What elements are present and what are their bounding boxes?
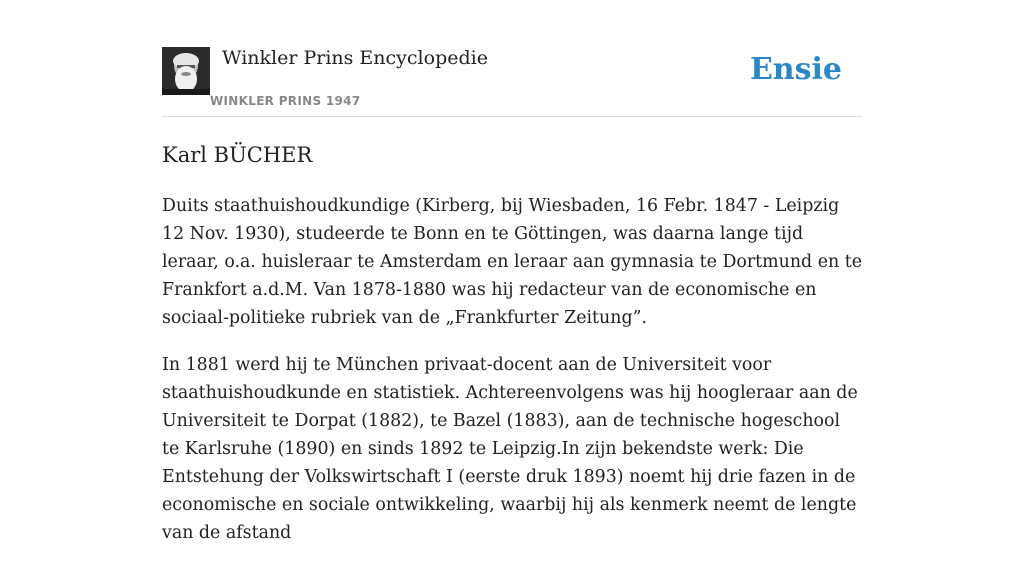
ensie-logo[interactable]: Ensie xyxy=(749,52,842,87)
source-title[interactable]: Winkler Prins Encyclopedie xyxy=(222,47,488,69)
source-header xyxy=(162,46,862,117)
article-paragraph: Duits staathuishoudkundige (Kirberg, bij Wiesbaden, 16 Febr. 1847 - Leipzig 12 Nov. 1930), studeerde te Bonn en te Göttingen, was daarna lange tijd leraar, o.a. huisleraar te Amsterdam en leraar aan gymnasia te Dortmund en te Frankfort a.d.M. Van 1878-1880 was hij redacteur van de economische en sociaal-politieke rubriek van de „Frankfurter Zeitung”. xyxy=(162,196,863,328)
article-paragraph: In 1881 werd hij te München privaat-docent aan de Universiteit voor staathuishoudkunde en statistiek. Achtereenvolgens was hij hoogleraar aan de Universiteit te Dorpat (1882), te Bazel (1883), aan de technische hogeschool te Karlsruhe (1890) en sinds 1892 te Leipzig.In zijn bekendste werk: Die Entstehung der Volkswirtschaft I (eerste druk 1893) noemt hij drie fazen in de economische en sociale ontwikkeling, waarbij hij als kenmerk neemt de lengte van de afstand xyxy=(162,355,858,543)
article-body xyxy=(162,192,862,566)
avatar[interactable] xyxy=(162,47,210,95)
portrait-image xyxy=(162,47,210,95)
source-subtitle[interactable]: WINKLER PRINS 1947 xyxy=(210,94,361,108)
article-title: Karl BÜCHER xyxy=(162,143,313,167)
